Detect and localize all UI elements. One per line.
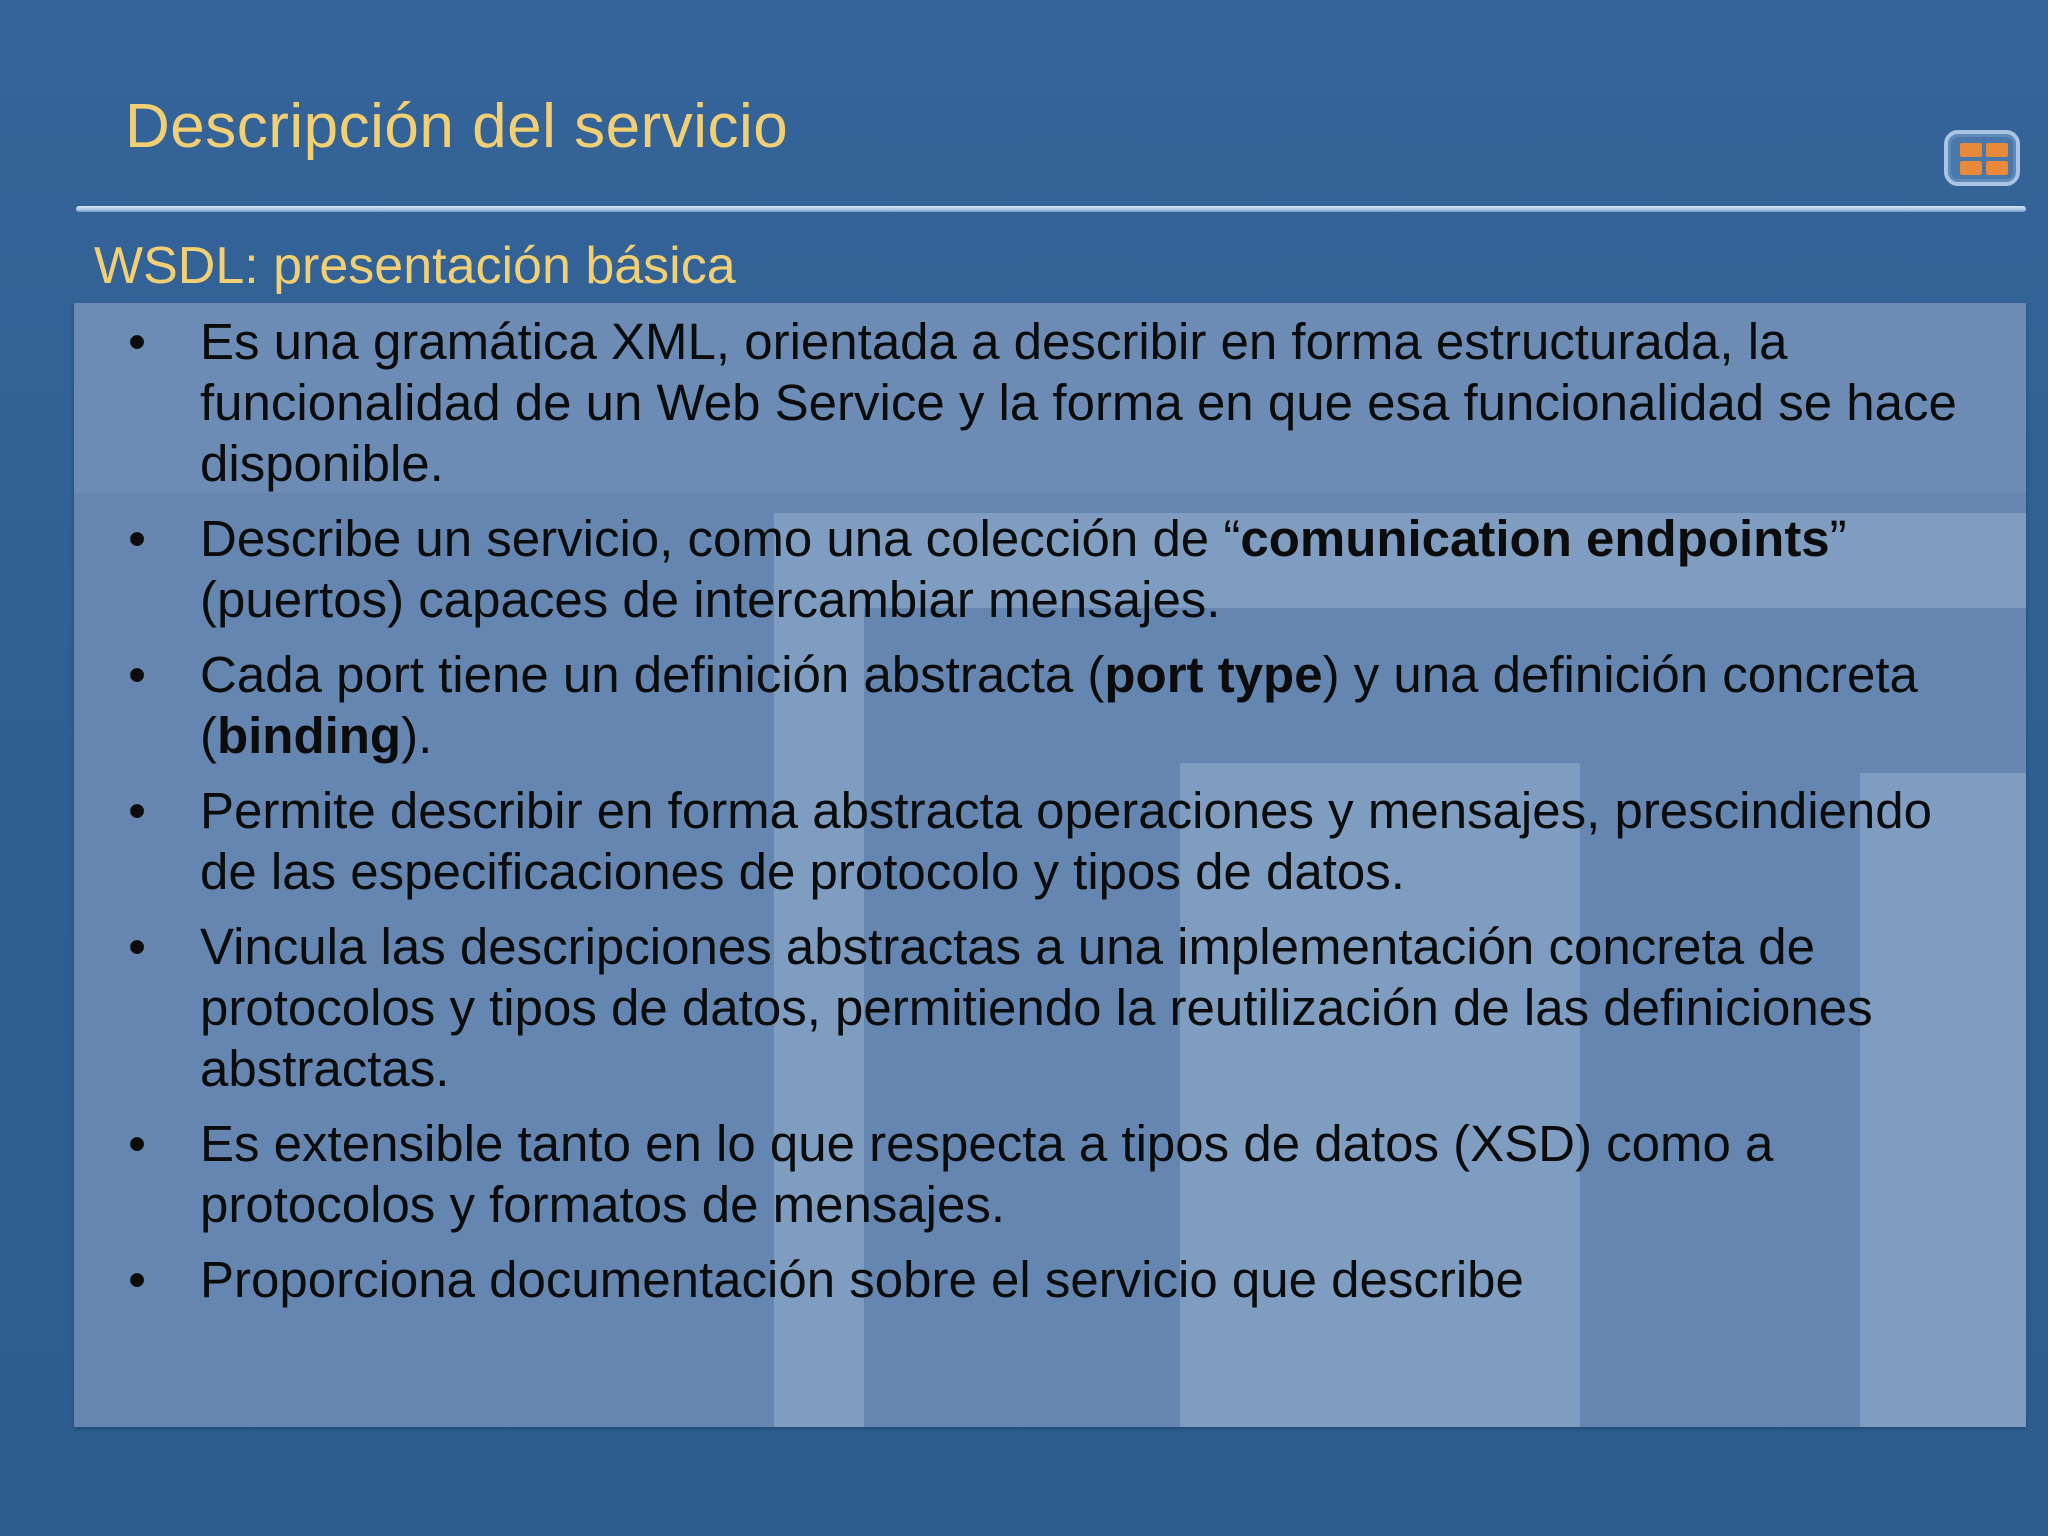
list-item <box>74 1249 2026 1310</box>
list-item <box>74 780 2026 902</box>
list-item <box>74 508 2026 630</box>
grid-cell-icon <box>1960 161 1982 175</box>
list-item <box>74 1113 2026 1235</box>
bullet-point: • <box>128 918 146 975</box>
list-item <box>74 644 2026 766</box>
bullet-text-segment: Es una gramática XML, orientada a describir en forma estructurada, la funcionalidad de un Web Service y la forma en que esa funcionalidad se hace disponible. <box>200 313 1957 492</box>
bullet-point: • <box>128 646 146 703</box>
bullet-point: • <box>128 313 146 370</box>
bullet-text-bold: binding <box>216 707 402 764</box>
bullet-text <box>200 313 1957 492</box>
bullet-text-segment: Vincula las descripciones abstractas a una implementación concreta de protocolos y tipos de datos, permitiendo la reutilización de las definiciones abstractas. <box>200 918 1873 1097</box>
bullet-text <box>200 1251 1524 1308</box>
bullet-point: • <box>128 1251 146 1308</box>
bullet-text-segment: Permite describir en forma abstracta operaciones y mensajes, prescindiendo de las especificaciones de protocolo y tipos de datos. <box>200 782 1933 900</box>
bullet-list <box>74 303 2026 1324</box>
bullet-text-segment: ) y una definición concreta ( <box>200 646 1918 764</box>
title-divider <box>76 206 2026 212</box>
bullet-text <box>200 782 1932 900</box>
bullet-point: • <box>128 782 146 839</box>
bullet-text-bold: port type <box>1104 646 1323 703</box>
bullet-text <box>200 646 1918 764</box>
bullet-text <box>200 1115 1773 1233</box>
grid-cell-icon <box>1986 161 2008 175</box>
slide-title: Descripción del servicio <box>125 92 789 161</box>
bullet-text <box>200 510 1847 628</box>
list-item <box>74 916 2026 1099</box>
bullet-text-segment: ). <box>401 707 433 764</box>
bullet-text-segment: ” (puertos) capaces de intercambiar mensajes. <box>200 510 1847 628</box>
grid-menu-icon[interactable] <box>1944 130 2020 186</box>
list-item <box>74 311 2026 494</box>
bullet-text-bold: comunication endpoints <box>1240 510 1830 567</box>
bullet-text-segment: Proporciona documentación sobre el servicio que describe <box>200 1251 1524 1308</box>
grid-cell-icon <box>1960 143 1982 157</box>
grid-cell-icon <box>1986 143 2008 157</box>
bullet-text <box>200 918 1873 1097</box>
bullet-point: • <box>128 510 146 567</box>
bullet-text-segment: Describe un servicio, como una colección de “ <box>200 510 1241 567</box>
slide-subtitle: WSDL: presentación básica <box>94 237 736 295</box>
bullet-text-segment: Es extensible tanto en lo que respecta a tipos de datos (XSD) como a protocolos y formatos de mensajes. <box>200 1115 1774 1233</box>
bullet-point: • <box>128 1115 146 1172</box>
bullet-text-segment: Cada port tiene un definición abstracta ( <box>200 646 1105 703</box>
